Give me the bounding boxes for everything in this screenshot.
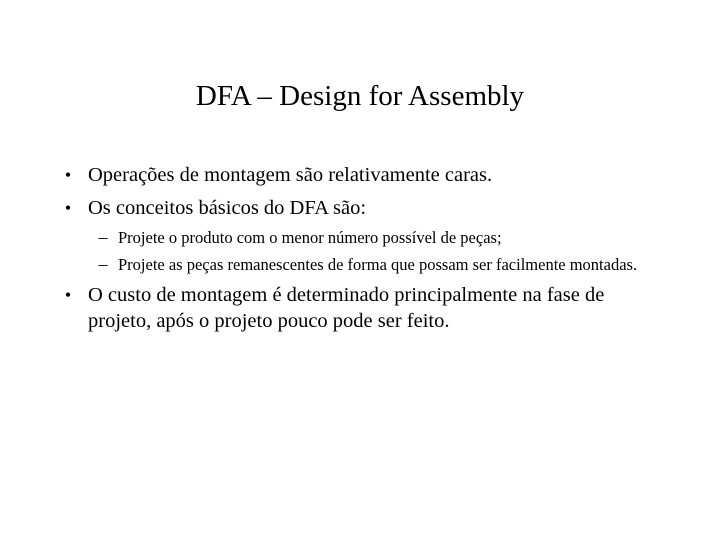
bullet-item — [58, 162, 658, 188]
bullet-dot-icon: • — [64, 285, 72, 305]
dash-icon: – — [98, 227, 108, 247]
dash-icon: – — [98, 254, 108, 274]
sub-bullet-item — [88, 227, 658, 248]
bullet-list — [58, 162, 658, 341]
bullet-dot-icon: • — [64, 198, 72, 218]
sub-bullet-text: Projete as peças remanescentes de forma que possam ser facilmente montadas. — [118, 255, 638, 274]
bullet-text: O custo de montagem é determinado principalmente na fase de projeto, após o projeto pouco pode ser feito. — [88, 284, 605, 332]
slide-title: DFA – Design for Assembly — [195, 80, 525, 112]
bullet-dot-icon: • — [64, 165, 72, 185]
sub-bullet-list — [88, 227, 658, 275]
bullet-text: Os conceitos básicos do DFA são: — [88, 197, 367, 219]
bullet-item — [58, 195, 658, 275]
bullet-text: Operações de montagem são relativamente caras. — [88, 164, 493, 186]
sub-bullet-item — [88, 254, 658, 275]
sub-list-wrapper — [58, 227, 658, 275]
bullet-item — [58, 282, 658, 334]
sub-bullet-text: Projete o produto com o menor número possível de peças; — [118, 228, 502, 247]
